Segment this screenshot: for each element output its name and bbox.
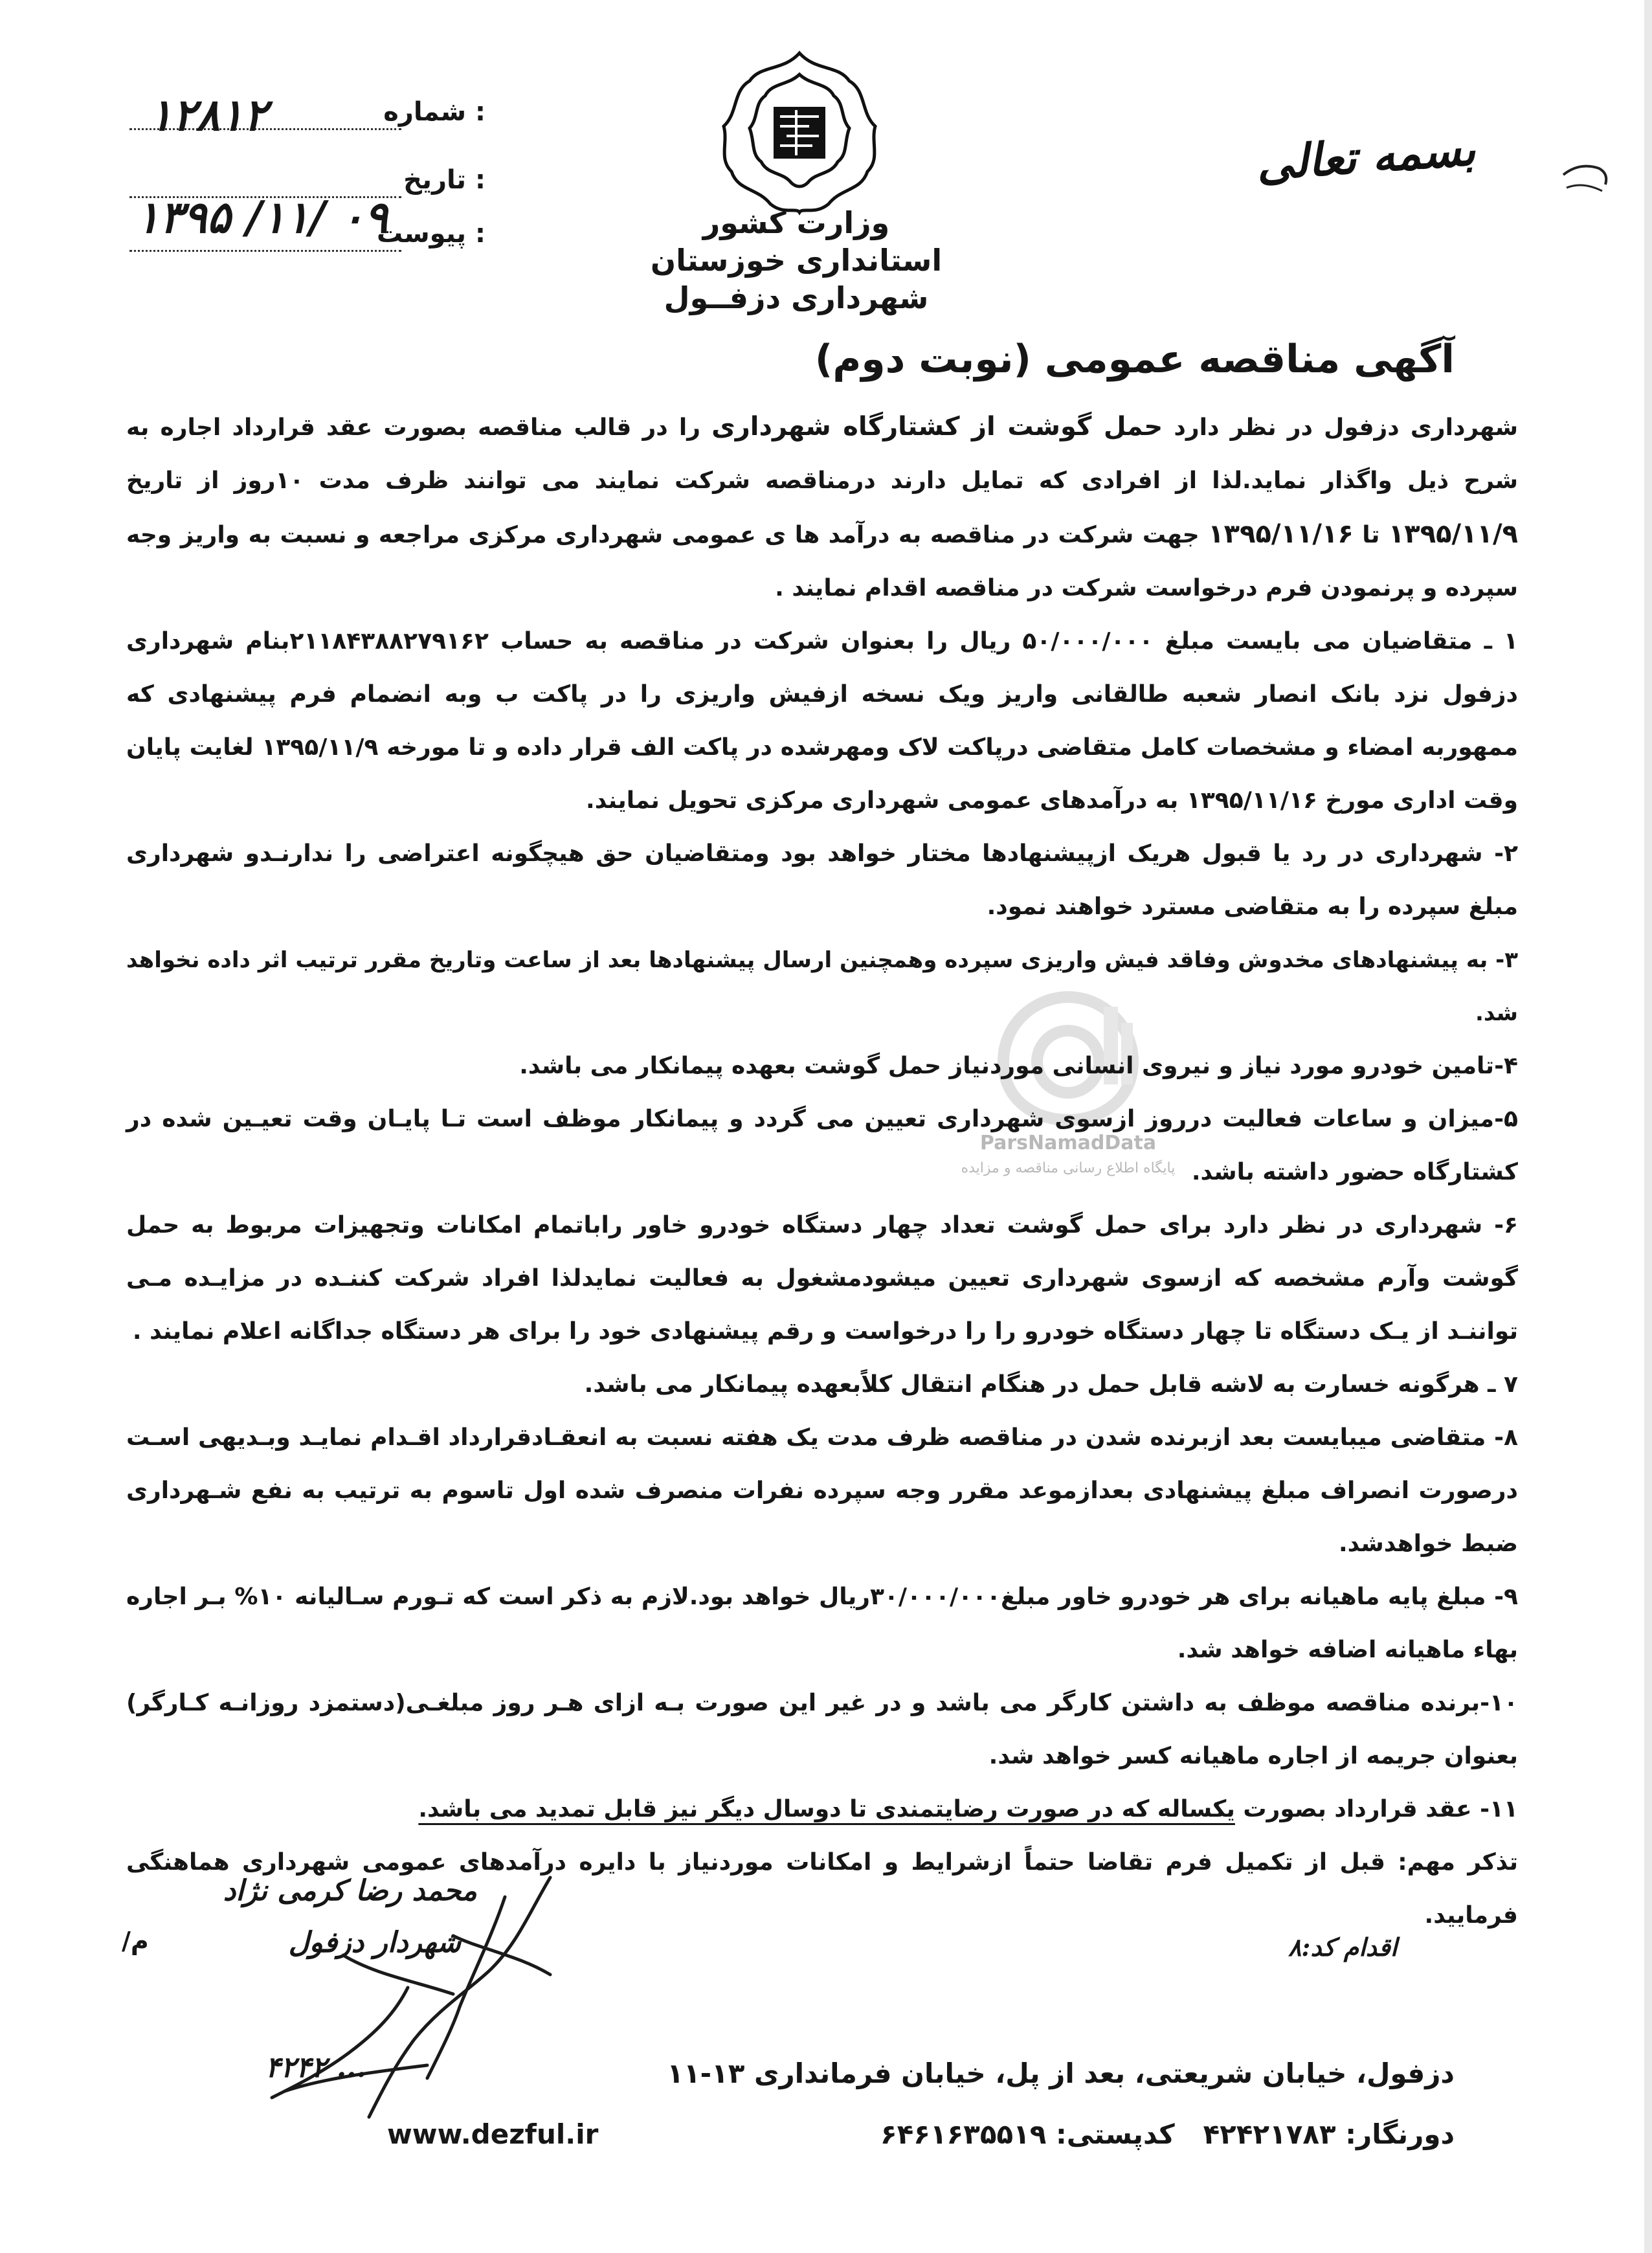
footer-fax: دورنگار: ۴۲۴۲۱۷۸۳ bbox=[1203, 2118, 1455, 2150]
intro-date-from: ۱۳۹۵/۱۱/۹ bbox=[1388, 519, 1518, 549]
action-code: اقدام کد:۸ bbox=[1288, 1933, 1398, 1962]
condition-item-2: ۲- شهرداری در رد یا قبول هریک ازپیشنهادها مختار خواهد بود ومتقاضیان حق هیچگونه اعتراضی را ندارنـدو شهرداری مبلغ سپرده را به متقاضی مسترد خواهند نمود. bbox=[126, 840, 1518, 920]
condition-item-8: ۸- متقاضی میبایست بعد ازبرنده شدن در مناقصه ظرف مدت یک هفته نسبت به انعقـادقرارداد اقـدام نمایـد وبـدیهی اسـت درصورت انصراف مبلغ پیشنهادی بعدازموعد مقرر وجه سپرده نفرات منصرف شده اول تاسوم به ترتیب به نفع شـهرداری ضبط خواهدشد. bbox=[126, 1424, 1518, 1557]
intro-paragraph bbox=[126, 400, 1518, 615]
condition-item-1 bbox=[126, 615, 1518, 827]
condition-item-4: ۴-تامین خودرو مورد نیاز و نیروی انسانی موردنیاز حمل گوشت بعهده پیمانکار می باشد. bbox=[519, 1053, 1518, 1079]
condition-item-3: ۳- به پیشنهادهای مخدوش وفاقد فیش واریزی سپرده وهمچنین ارسال پیشنهادها بعد از ساعت وتاریخ مقرر ترتیب اثر داده نخواهد شد. bbox=[126, 947, 1518, 1026]
governorate-name: استانداری خوزستان bbox=[650, 243, 943, 278]
condition-item-9: ۹- مبلغ پایه ماهیانه برای هر خودرو خاور مبلغ۳۰/۰۰۰/۰۰۰ریال خواهد بود.لازم به ذکر است که تـورم سـالیانه ۱۰% بـر اجاره بهاء ماهیانه اضافه خواهد شد. bbox=[126, 1584, 1518, 1663]
condition-item-6: ۶- شهرداری در نظر دارد برای حمل گوشت تعداد چهار دستگاه خودرو خاور راباتمام امکانات وتجهیزات مربوط به حمل گوشت وآرم مشخصه که ازسوی شهرداری تعیین میشودمشغول به فعالیت نمایدلذا افراد شرکت کننـده در مزایـده مـی تواننـد از یـک دستگاه تا چهار دستگاه خودرو را را درخواست و رقم پیشنهادی خود را برای هر دستگاه جداگانه اعلام نمایند . bbox=[126, 1212, 1518, 1345]
intro-date-to: ۱۳۹۵/۱۱/۱۶ bbox=[1208, 519, 1354, 549]
item1-text-2: ریال را بعنوان شرکت در مناقصه به حساب ۲۱۱۸۴۳۸۸۲۷۹۱۶۲بنام شهرداری دزفول نزد بانک انصار شعبه طالقانی واریز ویک نسخه ازفیش واریزی را در پاکت ب وبه انضمام فرم پیشنهادی که ممهوربه امضاء و مشخصات کامل متقاضی درپاکت لاک ومهرشده در پاکت الف قرار داده و تا مورخه bbox=[126, 628, 1518, 761]
condition-item-11 bbox=[126, 1783, 1518, 1836]
item1-text-1: ۱ ـ متقاضیان می بایست مبلغ bbox=[1153, 628, 1518, 655]
important-note: تذکر مهم: قبل از تکمیل فرم تقاضا حتماً ازشرایط و امکانات موردنیاز با دایره درآمدهای عمومی شهرداری هماهنگی فرمایید. bbox=[126, 1849, 1518, 1929]
item1-date-from: ۱۳۹۵/۱۱/۹ bbox=[262, 734, 379, 761]
tender-subject: حمل گوشت از کشتارگاه شهرداری bbox=[711, 412, 1163, 442]
intro-text-3: تا bbox=[1353, 522, 1389, 548]
item1-date-to: ۱۳۹۵/۱۱/۱۶ bbox=[1186, 787, 1317, 814]
letter-number-row bbox=[110, 89, 486, 149]
scan-edge bbox=[1644, 0, 1652, 2253]
signer-name: محمد رضا کرمی نژاد bbox=[223, 1874, 477, 1907]
tender-title: آگهی مناقصه عمومی (نوبت دوم) bbox=[814, 337, 1455, 382]
issuer-block bbox=[602, 204, 990, 317]
footer-contact bbox=[880, 2118, 1455, 2150]
number-label: شماره : bbox=[383, 97, 486, 127]
intro-text-2: را در قالب مناقصه بصورت عقد قرارداد اجاره به شرح ذیل واگذار نماید.لذا از افرادی که تمایل دارند درمناقصه شرکت نمایند می توانند ظرف مدت ۱۰روز از تاریخ bbox=[126, 414, 1518, 494]
condition-item-7: ۷ ـ هرگونه خسارت به لاشه قابل حمل در هنگام انتقال کلاًبعهده پیمانکار می باشد. bbox=[584, 1371, 1518, 1398]
intro-text-1: شهرداری دزفول در نظر دارد bbox=[1163, 414, 1518, 441]
signer-title: شهردار دزفول bbox=[288, 1926, 461, 1959]
letter-attachment-row bbox=[110, 192, 486, 271]
handwritten-signature-icon bbox=[246, 1858, 608, 2136]
announcement-body bbox=[126, 400, 1518, 1942]
attachment-label: پیوست : bbox=[376, 219, 486, 249]
ministry-name: وزارت کشور bbox=[702, 205, 890, 240]
item1-text-4: به درآمدهای عمومی شهرداری مرکزی تحویل نمایند. bbox=[586, 787, 1187, 814]
footer-postal-code: کدپستی: ۶۴۶۱۶۳۵۵۱۹ bbox=[880, 2118, 1175, 2150]
watermark-name: ParsNamadData bbox=[979, 1132, 1157, 1154]
intro-text-4: جهت شرکت در مناقصه به درآمد ها ی عمومی شهرداری مرکزی مراجعه و نسبت به واریز وجه سپرده و پرنمودن فرم درخواست شرکت در مناقصه اقدام نمایند . bbox=[126, 522, 1518, 601]
footer-website: www.dezful.ir bbox=[387, 2118, 599, 2150]
municipality-emblem-icon bbox=[706, 45, 893, 220]
condition-item-5: ۵-میزان و ساعات فعالیت درروز ازسوی شهرداری تعیین می گردد و پیمانکار موظف است تـا پایـان وقت تعیـین شده در کشتارگاه حضور داشته باشد. bbox=[126, 1106, 1518, 1185]
footer-address: دزفول، خیابان شریعتی، بعد از پل، خیابان فرمانداری ۱۳-۱۱ bbox=[667, 2057, 1455, 2089]
item11-text: ۱۱- عقد قرارداد بصورت bbox=[1234, 1796, 1518, 1822]
condition-item-10: ۱۰-برنده مناقصه موظف به داشتن کارگر می باشد و در غیر این صورت بـه ازای هـر روز مبلغـی(دستمزد روزانـه کـارگر) بعنوان جریمه از اجاره ماهیانه کسر خواهد شد. bbox=[126, 1690, 1518, 1769]
watermark-subtitle: پایگاه اطلاع رسانی مناقصه و مزایده bbox=[961, 1160, 1176, 1176]
date-label: تاریخ : bbox=[403, 165, 486, 195]
item11-emphasis: یکساله که در صورت رضایتمندی تا دوسال دیگر نیز قابل تمدید می باشد. bbox=[418, 1796, 1235, 1822]
attachment-value: ۱۳۹۵ /۱۱/ ۰۹ bbox=[136, 192, 388, 243]
deposit-amount: ۵۰/۰۰۰/۰۰۰ bbox=[1022, 628, 1154, 655]
slash-mark: /م bbox=[122, 1927, 149, 1955]
corner-mark-icon bbox=[1560, 155, 1612, 214]
item1-text-3: لغایت پایان وقت اداری مورخ bbox=[126, 734, 1518, 814]
footer-handwritten-note: ۴۲۴۲ ... bbox=[265, 2051, 366, 2084]
number-value: ۱۲۸۱۲ bbox=[149, 89, 267, 141]
municipality-name: شهرداری دزفــول bbox=[664, 280, 929, 315]
bismillah-heading: بسمه تعالی bbox=[1255, 122, 1477, 191]
attachment-dotted-line bbox=[129, 250, 401, 252]
